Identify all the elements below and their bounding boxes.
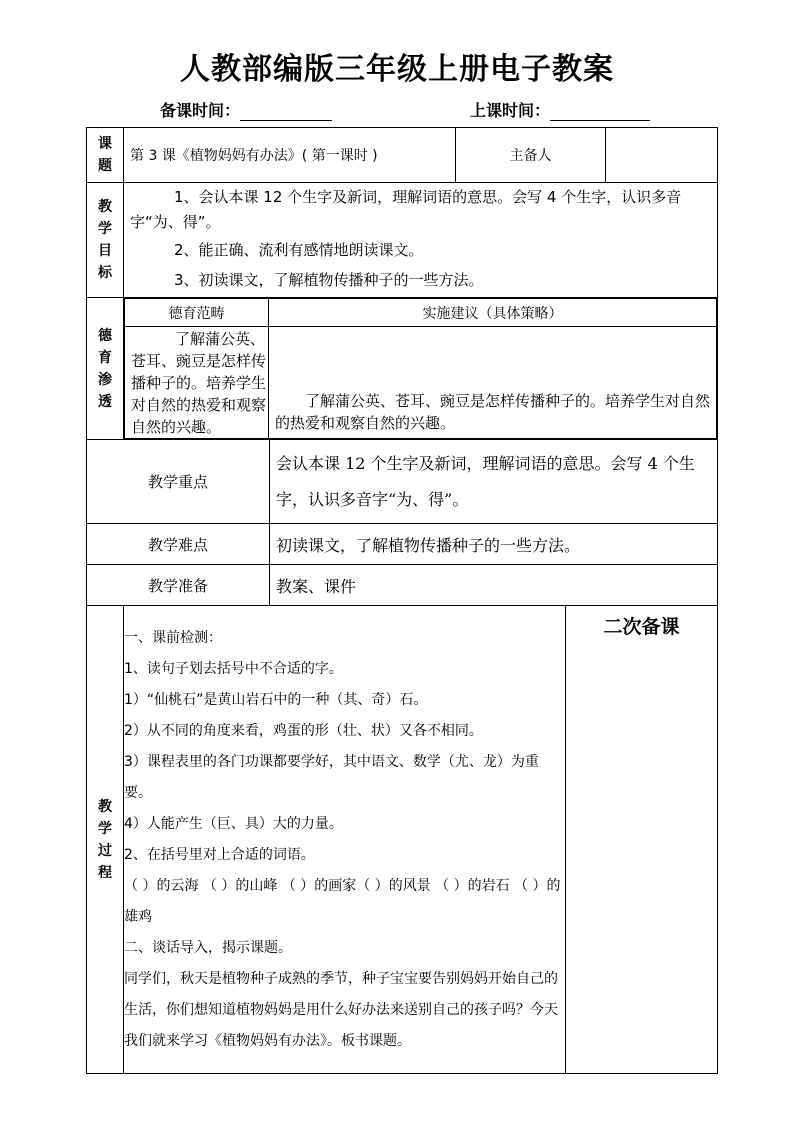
process-line: 二、谈话导入，揭示课题。 — [124, 939, 292, 956]
prep-time-blank — [240, 104, 332, 121]
process-line: 2、在括号里对上合适的词语。 — [124, 846, 315, 863]
moral-col1-header: 德育范畴 — [125, 299, 269, 327]
preparation-text: 教案、课件 — [270, 565, 718, 606]
process-line: 3）课程表里的各门功课都要学好，其中语文、数学（尤、龙）为重要。 — [124, 753, 539, 801]
preparation-row — [87, 565, 718, 606]
objectives-label: 教 学 目 标 — [87, 183, 124, 298]
process-line: 1、读句子划去括号中不合适的字。 — [124, 660, 343, 677]
key-points-row — [87, 440, 718, 524]
topic-value: 第 3 课《植物妈妈有办法》( 第一课时 ) — [124, 128, 456, 183]
class-time-label: 上课时间： — [470, 101, 551, 120]
difficulties-label: 教学难点 — [87, 524, 270, 565]
difficulties-row — [87, 524, 718, 565]
process-label: 教 学 过 程 — [87, 606, 124, 1074]
process-line: 2）从不同的角度来看，鸡蛋的形（壮、状）又各不相同。 — [124, 722, 483, 739]
prep-time-label: 备课时间： — [160, 101, 241, 120]
moral-inner-table — [124, 298, 717, 439]
process-line: 4）人能产生（巨、具）大的力量。 — [124, 815, 343, 832]
process-content — [124, 606, 566, 1074]
objective-item: 3、初读课文，了解植物传播种子的一些方法。 — [174, 271, 484, 289]
key-points-text: 会认本课 12 个生字及新词，理解词语的意思。会写 4 个生字，认识多音字“为、得”。 — [270, 440, 718, 524]
objective-item: 2、能正确、流利有感情地朗读课文。 — [174, 241, 424, 259]
process-line: 1）“仙桃石”是黄山岩石中的一种（其、奇）石。 — [124, 691, 428, 708]
objectives-content — [124, 183, 718, 298]
moral-col1-text: 了解蒲公英、苍耳、豌豆是怎样传播种子的。培养学生对自然的热爱和观察自然的兴趣。 — [125, 327, 269, 439]
lesson-plan-table — [86, 127, 718, 1074]
process-line: 同学们，秋天是植物种子成熟的季节，种子宝宝要告别妈妈开始自己的生活，你们想知道植物妈妈是用什么好办法来送别自己的孩子吗？今天我们就来学习《植物妈妈有办法》。板书课题。 — [124, 970, 558, 1049]
topic-row — [87, 128, 718, 183]
second-prep-label: 二次备课 — [566, 606, 718, 1074]
difficulties-text: 初读课文，了解植物传播种子的一些方法。 — [270, 524, 718, 565]
moral-col2-header: 实施建议（具体策略） — [269, 299, 717, 327]
prep-time-field — [160, 98, 332, 121]
process-row — [87, 606, 718, 1074]
moral-col2-text: 了解蒲公英、苍耳、豌豆是怎样传播种子的。培养学生对自然的热爱和观察自然的兴趣。 — [269, 327, 717, 439]
moral-content — [124, 298, 718, 440]
process-line: 一、课前检测： — [124, 629, 222, 646]
moral-label: 德 育 渗 透 — [87, 298, 124, 440]
class-time-blank — [550, 104, 650, 121]
preparer-label: 主备人 — [456, 128, 606, 183]
objective-item: 1、会认本课 12 个生字及新词，理解词语的意思。会写 4 个生字，认识多音字“为、得”。 — [130, 188, 682, 231]
preparer-value — [606, 128, 718, 183]
page-title: 人教部编版三年级上册电子教案 — [180, 52, 614, 87]
moral-row — [87, 298, 718, 440]
key-points-label: 教学重点 — [87, 440, 270, 524]
topic-label: 课 题 — [87, 128, 124, 183]
process-line: （ ）的云海 （ ）的山峰 （ ）的画家（ ）的风景 （ ）的岩石 （ ）的雄鸡 — [124, 877, 561, 925]
class-time-field — [470, 98, 650, 121]
preparation-label: 教学准备 — [87, 565, 270, 606]
objectives-row — [87, 183, 718, 298]
